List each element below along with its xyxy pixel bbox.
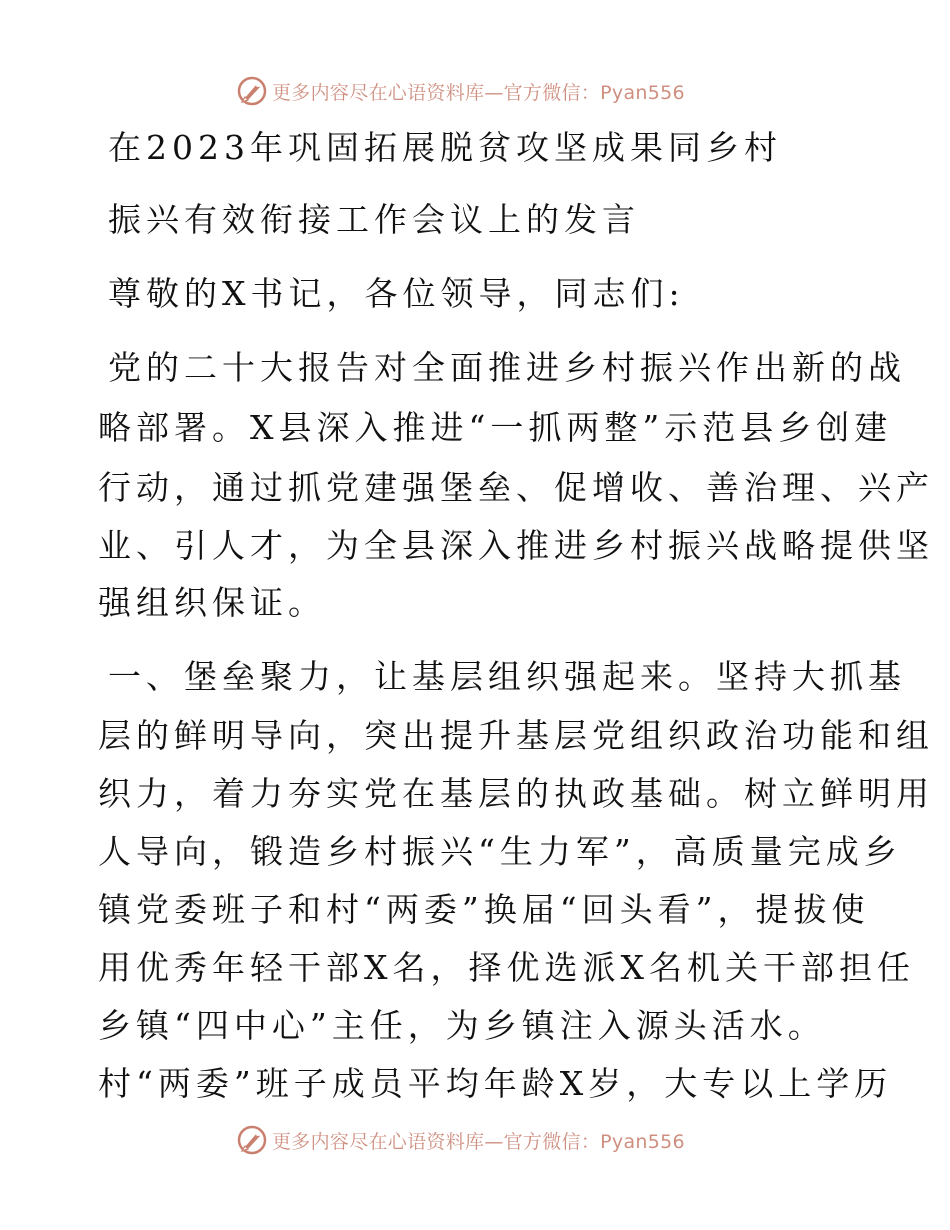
paragraph-2-line-4: 人导向，锻造乡村振兴“生力军”，高质量完成乡 bbox=[98, 832, 902, 871]
watermark-banner-bottom bbox=[236, 1124, 685, 1156]
paragraph-2-line-3: 织力，着力夯实党在基层的执政基础。树立鲜明用 bbox=[98, 774, 934, 813]
paragraph-2-line-7: 乡镇“四中心”主任，为乡镇注入源头活水。 bbox=[98, 1006, 826, 1045]
watermark-text: 更多内容尽在心语资料库—官方微信：Pyan556 bbox=[272, 81, 685, 104]
paragraph-2-line-6: 用优秀年轻干部X名，择优选派X名机关干部担任 bbox=[98, 948, 915, 987]
pen-logo-icon bbox=[236, 75, 268, 107]
paragraph-2-line-5: 镇党委班子和村“两委”换届“回头看”，提拔使 bbox=[98, 890, 870, 929]
paragraph-1-line-5: 强组织保证。 bbox=[98, 583, 326, 622]
paragraph-1-line-2: 略部署。X县深入推进“一抓两整”示范县乡创建 bbox=[98, 408, 893, 447]
paragraph-1-line-3: 行动，通过抓党建强堡垒、促增收、善治理、兴产 bbox=[98, 468, 934, 507]
salutation: 尊敬的X书记，各位领导，同志们: bbox=[108, 274, 685, 313]
paragraph-1-line-4: 业、引人才，为全县深入推进乡村振兴战略提供坚 bbox=[98, 526, 934, 565]
paragraph-2-line-2: 层的鲜明导向，突出提升基层党组织政治功能和组 bbox=[98, 716, 934, 755]
document-title-line-2: 振兴有效衔接工作会议上的发言 bbox=[108, 200, 640, 239]
pen-logo-icon bbox=[236, 1124, 268, 1156]
paragraph-1-line-1: 党的二十大报告对全面推进乡村振兴作出新的战 bbox=[108, 348, 906, 387]
document-title-line-1: 在2023年巩固拓展脱贫攻坚成果同乡村 bbox=[108, 128, 782, 167]
watermark-banner-top bbox=[236, 75, 685, 107]
paragraph-3-line-1: 村“两委”班子成员平均年龄X岁，大专以上学历 bbox=[98, 1064, 893, 1103]
watermark-text: 更多内容尽在心语资料库—官方微信：Pyan556 bbox=[272, 1130, 685, 1153]
paragraph-2-line-1: 一、堡垒聚力，让基层组织强起来。坚持大抓基 bbox=[108, 657, 906, 696]
